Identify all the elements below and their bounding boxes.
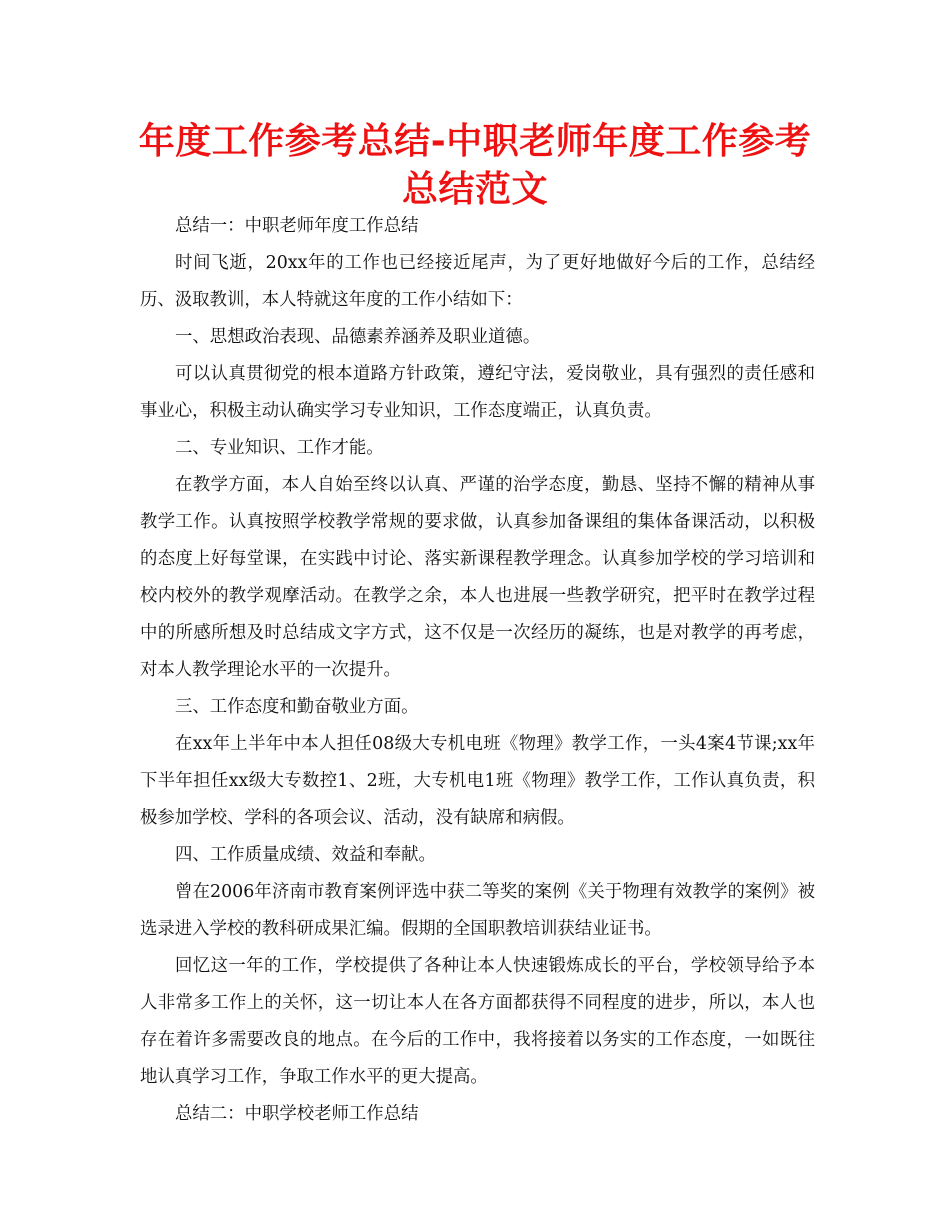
paragraph: 曾在2006年济南市教育案例评选中获二等奖的案例《关于物理有效教学的案例》被选录进入学校的教科研成果汇编。假期的全国职教培训获结业证书。 xyxy=(140,882,815,939)
section-heading: 一、思想政治表现、品德素养涵养及职业道德。 xyxy=(175,327,541,347)
section-heading: 四、工作质量成绩、效益和奉献。 xyxy=(175,845,436,865)
section-heading: 三、工作态度和勤奋敬业方面。 xyxy=(175,697,419,717)
paragraph: 时间飞逝，20xx年的工作也已经接近尾声，为了更好地做好今后的工作，总结经历、汲取教训，本人特就这年度的工作小结如下： xyxy=(140,253,815,310)
section-heading: 二、专业知识、工作才能。 xyxy=(175,438,384,458)
paragraph: 可以认真贯彻党的根本道路方针政策，遵纪守法，爱岗敬业，具有强烈的责任感和事业心，积极主动认确实学习专业知识，工作态度端正，认真负责。 xyxy=(140,364,815,421)
section-heading: 总结二：中职学校老师工作总结 xyxy=(175,1104,419,1124)
section-heading: 总结一：中职老师年度工作总结 xyxy=(175,216,419,236)
document-body xyxy=(140,208,815,1133)
paragraph: 回忆这一年的工作，学校提供了各种让本人快速锻炼成长的平台，学校领导给予本人非常多工作上的关怀，这一切让本人在各方面都获得不同程度的进步，所以，本人也存在着许多需要改良的地点。在今后的工作中，我将接着以务实的工作态度，一如既往地认真学习工作，争取工作水平的更大提高。 xyxy=(140,956,815,1087)
paragraph: 在xx年上半年中本人担任08级大专机电班《物理》教学工作，一头4案4节课;xx年下半年担任xx级大专数控1、2班，大专机电1班《物理》教学工作，工作认真负责，积极参加学校、学科的各项会议、活动，没有缺席和病假。 xyxy=(140,734,815,828)
document-title: 年度工作参考总结-中职老师年度工作参考总结范文 xyxy=(138,121,812,210)
paragraph: 在教学方面，本人自始至终以认真、严谨的治学态度，勤恳、坚持不懈的精神从事教学工作。认真按照学校教学常规的要求做，认真参加备课组的集体备课活动，以积极的态度上好每堂课，在实践中讨论、落实新课程教学理念。认真参加学校的学习培训和校内校外的教学观摩活动。在教学之余，本人也进展一些教学研究，把平时在教学过程中的所感所想及时总结成文字方式，这不仅是一次经历的凝练，也是对教学的再考虑，对本人教学理论水平的一次提升。 xyxy=(140,475,815,680)
